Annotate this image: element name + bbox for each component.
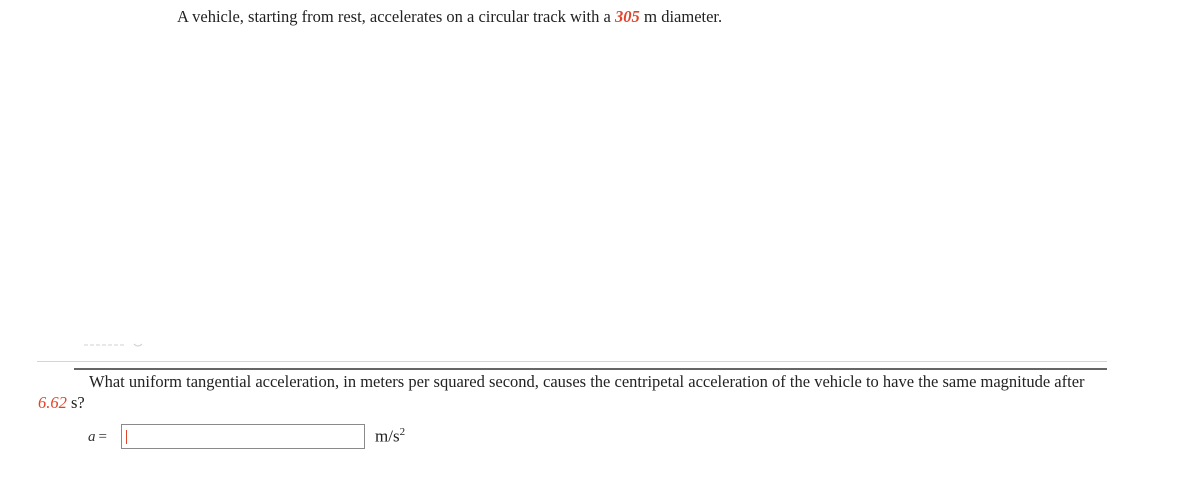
- answer-unit-exponent: 2: [399, 426, 406, 438]
- diameter-unit: m: [643, 7, 658, 26]
- answer-input[interactable]: [121, 424, 365, 449]
- answer-label: [88, 429, 107, 446]
- question-time: [38, 393, 85, 413]
- intro-suffix: diameter.: [661, 7, 723, 26]
- answer-unit-base: m/s: [375, 426, 400, 446]
- text-cursor: [126, 430, 127, 444]
- section-divider-light: [37, 361, 1107, 362]
- faint-scribble-icon: [84, 342, 148, 348]
- diameter-value: 305: [614, 7, 640, 26]
- faint-decoration: [84, 342, 148, 348]
- answer-variable: a: [88, 429, 96, 445]
- section-divider-dark: [74, 368, 1107, 370]
- question-text: What uniform tangential acceleration, in meters per squared second, causes the centripetal acceleration of the vehicle to have the same magnitude after: [89, 372, 1085, 391]
- answer-equals: =: [98, 429, 107, 445]
- time-unit: s?: [71, 393, 85, 412]
- time-value: 6.62: [38, 393, 67, 412]
- problem-statement: [177, 7, 722, 27]
- intro-prefix: A vehicle, starting from rest, accelerates on a circular track with a: [177, 7, 611, 26]
- answer-unit: [375, 426, 405, 447]
